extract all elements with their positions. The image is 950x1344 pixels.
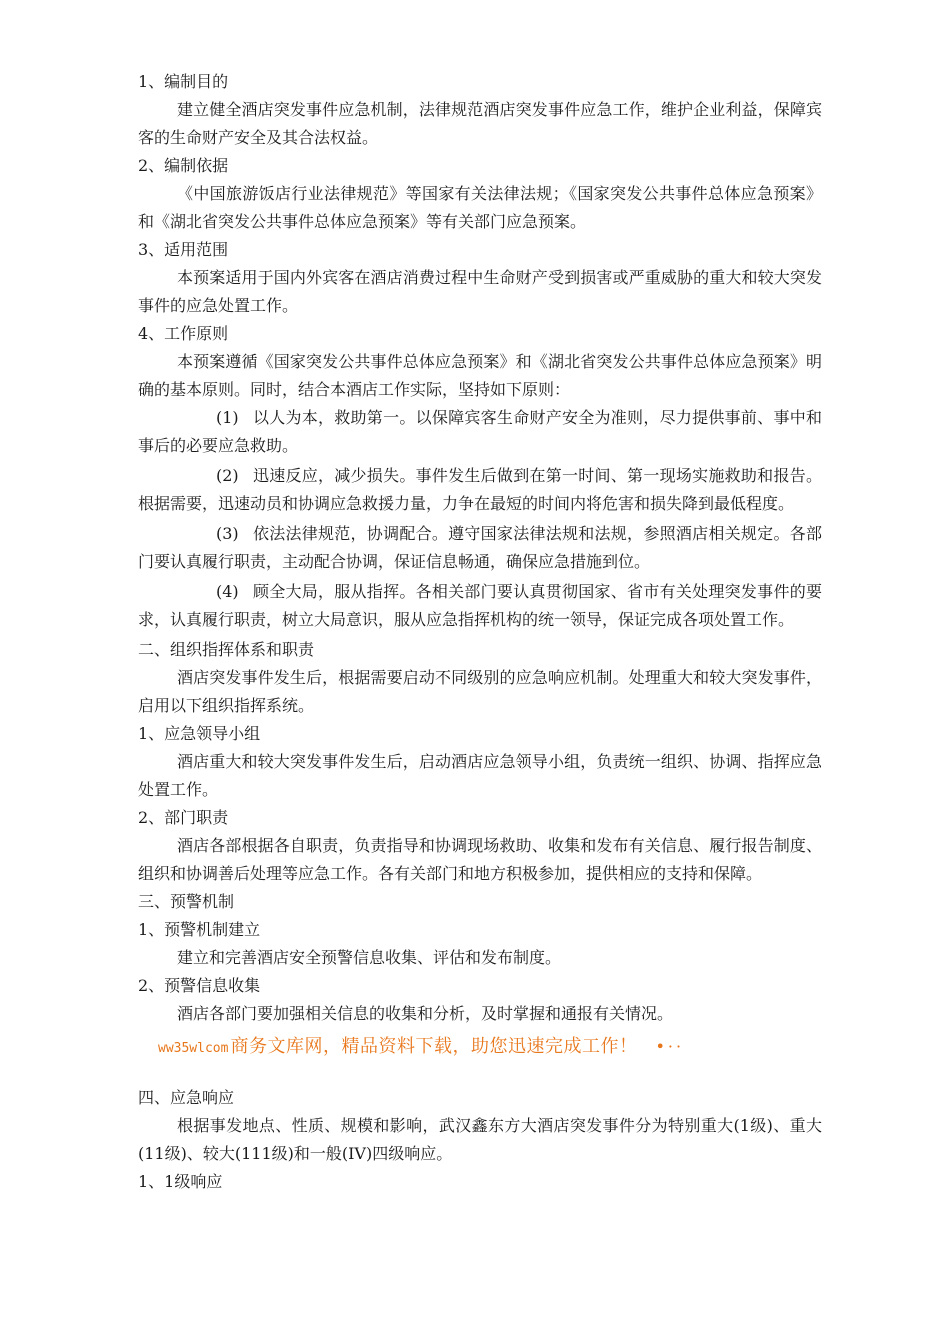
section-paragraph: 建立和完善酒店安全预警信息收集、评估和发布制度。 bbox=[177, 948, 562, 967]
section-paragraph: 酒店各部根据各自职责，负责指导和协调现场救助、收集和发布有关信息、履行报告制度、组织和协调善后处理等应急工作。各有关部门和地方积极参加，提供相应的支持和保障。 bbox=[138, 836, 822, 883]
principle-number: (4) bbox=[216, 582, 239, 601]
section-paragraph: 建立健全酒店突发事件应急机制，法律规范酒店突发事件应急工作，维护企业利益，保障宾客的生命财产安全及其合法权益。 bbox=[138, 100, 822, 147]
watermark-site: ww35wlcom bbox=[158, 1041, 229, 1056]
section-heading: 1、1级响应 bbox=[138, 1172, 223, 1191]
section-heading: 2、部门职责 bbox=[138, 808, 229, 827]
principle-item bbox=[138, 404, 822, 460]
section-heading: 1、编制目的 bbox=[138, 72, 229, 91]
principle-text: 以人为本，救助第一。以保障宾客生命财产安全为准则，尽力提供事前、事中和事后的必要应急救助。 bbox=[138, 408, 822, 455]
principle-item bbox=[138, 462, 822, 518]
principle-item bbox=[138, 520, 822, 576]
section-paragraph: 《中国旅游饭店行业法律规范》等国家有关法律法规；《国家突发公共事件总体应急预案》和《湖北省突发公共事件总体应急预案》等有关部门应急预案。 bbox=[138, 184, 822, 231]
section-heading: 3、适用范围 bbox=[138, 240, 229, 259]
section-heading: 2、预警信息收集 bbox=[138, 976, 261, 995]
principle-item bbox=[138, 578, 822, 634]
chapter-heading: 三、预警机制 bbox=[138, 892, 235, 911]
section-paragraph: 酒店各部门要加强相关信息的收集和分析，及时掌握和通报有关情况。 bbox=[177, 1004, 674, 1023]
watermark-banner bbox=[158, 1032, 822, 1062]
watermark-slogan: 商务文库网，精品资料下载，助您迅速完成工作！ bbox=[230, 1036, 638, 1057]
section-heading: 1、应急领导小组 bbox=[138, 724, 261, 743]
chapter-heading: 四、应急响应 bbox=[138, 1088, 235, 1107]
section-paragraph: 本预案适用于国内外宾客在酒店消费过程中生命财产受到损害或严重威胁的重大和较大突发事件的应急处置工作。 bbox=[138, 268, 822, 315]
spacer bbox=[138, 1062, 822, 1084]
principle-number: (3) bbox=[216, 524, 239, 543]
principle-text: 依法法律规范，协调配合。遵守国家法律法规和法规，参照酒店相关规定。各部门要认真履行职责，主动配合协调，保证信息畅通，确保应急措施到位。 bbox=[138, 524, 822, 571]
document-body bbox=[138, 68, 822, 1196]
section-heading: 1、预警机制建立 bbox=[138, 920, 261, 939]
principle-text: 迅速反应，减少损失。事件发生后做到在第一时间、第一现场实施救助和报告。根据需要，迅速动员和协调应急救援力量，力争在最短的时间内将危害和损失降到最低程度。 bbox=[138, 466, 822, 513]
section-paragraph: 根据事发地点、性质、规模和影响，武汉鑫东方大酒店突发事件分为特别重大(1级)、重大(11级)、较大(111级)和一般(IV)四级响应。 bbox=[138, 1116, 822, 1163]
section-paragraph: 本预案遵循《国家突发公共事件总体应急预案》和《湖北省突发公共事件总体应急预案》明确的基本原则。同时，结合本酒店工作实际，坚持如下原则： bbox=[138, 352, 822, 399]
section-heading: 2、编制依据 bbox=[138, 156, 229, 175]
principle-number: (1) bbox=[216, 408, 239, 427]
section-paragraph: 酒店重大和较大突发事件发生后，启动酒店应急领导小组，负责统一组织、协调、指挥应急处置工作。 bbox=[138, 752, 822, 799]
chapter-heading: 二、组织指挥体系和职责 bbox=[138, 640, 315, 659]
section-heading: 4、工作原则 bbox=[138, 324, 229, 343]
section-paragraph: 酒店突发事件发生后，根据需要启动不同级别的应急响应机制。处理重大和较大突发事件，启用以下组织指挥系统。 bbox=[138, 668, 822, 715]
principle-text: 顾全大局，服从指挥。各相关部门要认真贯彻国家、省市有关处理突发事件的要求，认真履行职责，树立大局意识，服从应急指挥机构的统一领导，保证完成各项处置工作。 bbox=[138, 582, 822, 629]
watermark-dots: •·· bbox=[655, 1037, 685, 1056]
principle-number: (2) bbox=[216, 466, 239, 485]
